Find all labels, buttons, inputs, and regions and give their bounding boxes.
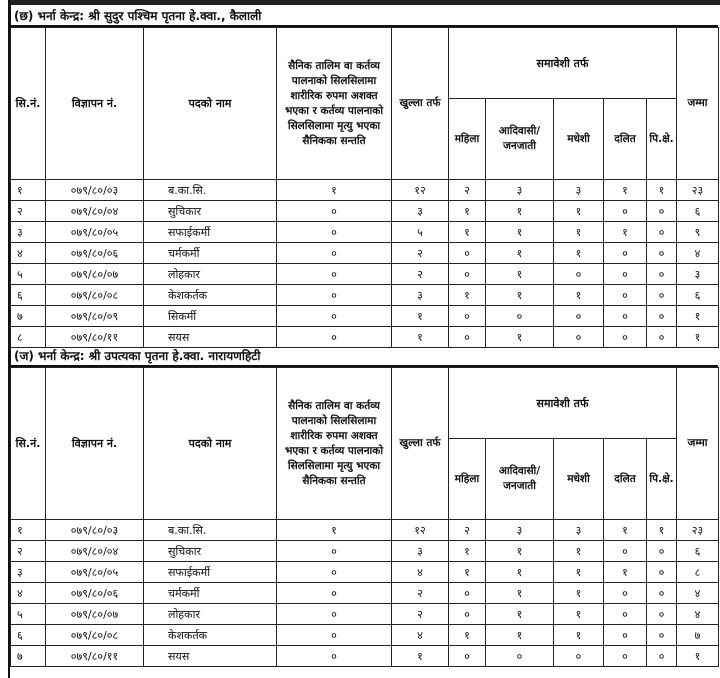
cell-post: लोहकार (144, 604, 277, 625)
cell-madhesi: ० (554, 264, 604, 285)
cell-janajati: ० (486, 306, 554, 327)
header-backward: पि.क्षे. (647, 439, 677, 520)
cell-open: १२ (392, 180, 449, 201)
cell-sn: ६ (11, 285, 46, 306)
cell-adv-no: ०७९/८०/०६ (46, 583, 144, 604)
cell-sn: ५ (11, 604, 46, 625)
section-upatyaka (10, 345, 718, 667)
vacancy-table (10, 27, 719, 348)
cell-total: १ (677, 306, 719, 327)
cell-madhesi: १ (554, 243, 604, 264)
cell-dalit: ० (604, 201, 647, 222)
cell-madhesi: ० (554, 327, 604, 348)
cell-open: ३ (392, 201, 449, 222)
table-row (11, 562, 719, 583)
cell-adv-no: ०७९/८०/११ (46, 327, 144, 348)
cell-sn: ६ (11, 625, 46, 646)
cell-janajati: १ (486, 562, 554, 583)
cell-madhesi: १ (554, 201, 604, 222)
cell-women: ० (449, 604, 486, 625)
cell-backward: ० (647, 285, 677, 306)
header-adv-no: विज्ञापन नं. (46, 28, 144, 180)
cell-open: २ (392, 264, 449, 285)
table-row (11, 222, 719, 243)
cell-backward: ० (647, 243, 677, 264)
cell-sn: ३ (11, 562, 46, 583)
cell-total: १ (677, 327, 719, 348)
cell-open: १ (392, 327, 449, 348)
cell-adv-no: ०७९/८०/०३ (46, 180, 144, 201)
header-janajati: आदिवासी/ जनजाती (486, 99, 554, 180)
table-row (11, 646, 719, 667)
cell-janajati: १ (486, 201, 554, 222)
cell-sn: १ (11, 520, 46, 541)
section-sudurpaschim (10, 5, 718, 348)
cell-total: ८ (677, 562, 719, 583)
cell-madhesi: ३ (554, 520, 604, 541)
cell-open: २ (392, 604, 449, 625)
cell-women: १ (449, 285, 486, 306)
cell-post: चर्मकर्मी (144, 243, 277, 264)
cell-women: २ (449, 520, 486, 541)
cell-martyr: १ (277, 520, 392, 541)
cell-open: १२ (392, 520, 449, 541)
cell-sn: ३ (11, 222, 46, 243)
section-title: (ज) भर्ना केन्द्र: श्री उपत्यका पृतना हे.क्वा. नारायणहिटी (10, 345, 718, 367)
header-post: पदको नाम (144, 28, 277, 180)
cell-backward: ० (647, 562, 677, 583)
header-inclusive: समावेशी तर्फ (449, 28, 677, 99)
cell-open: १ (392, 646, 449, 667)
cell-total: २३ (677, 180, 719, 201)
cell-open: १ (392, 306, 449, 327)
cell-adv-no: ०७९/८०/०४ (46, 201, 144, 222)
header-total: जम्मा (677, 28, 719, 180)
cell-backward: १ (647, 520, 677, 541)
cell-open: ४ (392, 625, 449, 646)
cell-martyr: ० (277, 201, 392, 222)
cell-total: ६ (677, 201, 719, 222)
cell-martyr: ० (277, 264, 392, 285)
cell-adv-no: ०७९/८०/०७ (46, 604, 144, 625)
cell-open: ५ (392, 222, 449, 243)
header-women: महिला (449, 439, 486, 520)
cell-janajati: १ (486, 264, 554, 285)
cell-total: १ (677, 646, 719, 667)
cell-sn: १ (11, 180, 46, 201)
cell-backward: ० (647, 222, 677, 243)
cell-janajati: ३ (486, 180, 554, 201)
table-row (11, 264, 719, 285)
cell-sn: ४ (11, 243, 46, 264)
header-madhesi: मधेशी (554, 99, 604, 180)
header-martyr-quota: सैनिक तालिम वा कर्तव्य पालनाको सिलसिलामा शारीरिक रुपमा अशक्त भएका र कर्तव्य पालनाको सिलसिलामा मृत्यु भएका सैनिकका सन्तति (277, 28, 392, 180)
cell-adv-no: ०७९/८०/०८ (46, 625, 144, 646)
cell-martyr: ० (277, 541, 392, 562)
cell-post: सुचिकार (144, 541, 277, 562)
cell-dalit: ० (604, 604, 647, 625)
cell-backward: ० (647, 201, 677, 222)
header-sn: सि.नं. (11, 28, 46, 180)
cell-dalit: १ (604, 180, 647, 201)
cell-adv-no: ०७९/८०/०८ (46, 285, 144, 306)
table-row (11, 604, 719, 625)
table-row (11, 306, 719, 327)
cell-total: ६ (677, 541, 719, 562)
cell-open: २ (392, 243, 449, 264)
cell-sn: ८ (11, 327, 46, 348)
header-dalit: दलित (604, 99, 647, 180)
cell-janajati: १ (486, 243, 554, 264)
cell-madhesi: १ (554, 541, 604, 562)
cell-adv-no: ०७९/८०/११ (46, 646, 144, 667)
cell-women: १ (449, 201, 486, 222)
cell-total: २३ (677, 520, 719, 541)
cell-madhesi: १ (554, 604, 604, 625)
table-row (11, 625, 719, 646)
cell-total: ४ (677, 243, 719, 264)
table-row (11, 520, 719, 541)
cell-dalit: ० (604, 625, 647, 646)
cell-sn: ७ (11, 306, 46, 327)
table-row (11, 583, 719, 604)
cell-madhesi: ३ (554, 180, 604, 201)
cell-women: ० (449, 327, 486, 348)
cell-madhesi: १ (554, 625, 604, 646)
cell-women: ० (449, 243, 486, 264)
cell-martyr: ० (277, 327, 392, 348)
cell-post: सफाईकर्मी (144, 562, 277, 583)
cell-madhesi: ० (554, 646, 604, 667)
cell-janajati: १ (486, 222, 554, 243)
cell-adv-no: ०७९/८०/०५ (46, 222, 144, 243)
cell-adv-no: ०७९/८०/०५ (46, 562, 144, 583)
cell-dalit: ० (604, 264, 647, 285)
cell-dalit: ० (604, 306, 647, 327)
header-women: महिला (449, 99, 486, 180)
cell-backward: ० (647, 327, 677, 348)
cell-total: ४ (677, 583, 719, 604)
cell-total: ९ (677, 222, 719, 243)
cell-women: १ (449, 222, 486, 243)
cell-dalit: ० (604, 583, 647, 604)
cell-women: ० (449, 306, 486, 327)
section-title: (छ) भर्ना केन्द्र: श्री सुदुर पश्चिम पृतना हे.क्वा., कैलाली (10, 5, 718, 27)
cell-janajati: १ (486, 583, 554, 604)
cell-madhesi: १ (554, 222, 604, 243)
header-total: जम्मा (677, 368, 719, 520)
cell-martyr: ० (277, 646, 392, 667)
cell-adv-no: ०७९/८०/०७ (46, 264, 144, 285)
table-row (11, 243, 719, 264)
cell-martyr: १ (277, 180, 392, 201)
header-sn: सि.नं. (11, 368, 46, 520)
header-post: पदको नाम (144, 368, 277, 520)
cell-women: १ (449, 541, 486, 562)
cell-martyr: ० (277, 306, 392, 327)
cell-post: ब.का.सि. (144, 180, 277, 201)
cell-post: सयस (144, 327, 277, 348)
header-adv-no: विज्ञापन नं. (46, 368, 144, 520)
header-backward: पि.क्षे. (647, 99, 677, 180)
cell-martyr: ० (277, 222, 392, 243)
cell-sn: ४ (11, 583, 46, 604)
cell-post: लोहकार (144, 264, 277, 285)
cell-janajati: १ (486, 327, 554, 348)
cell-madhesi: ० (554, 306, 604, 327)
cell-adv-no: ०७९/८०/०४ (46, 541, 144, 562)
header-martyr-quota: सैनिक तालिम वा कर्तव्य पालनाको सिलसिलामा शारीरिक रुपमा अशक्त भएका र कर्तव्य पालनाको सिलसिलामा मृत्यु भएका सैनिकका सन्तति (277, 368, 392, 520)
cell-post: चर्मकर्मी (144, 583, 277, 604)
cell-women: ० (449, 646, 486, 667)
cell-backward: ० (647, 264, 677, 285)
cell-martyr: ० (277, 562, 392, 583)
cell-madhesi: १ (554, 562, 604, 583)
header-dalit: दलित (604, 439, 647, 520)
cell-open: २ (392, 583, 449, 604)
cell-women: १ (449, 625, 486, 646)
left-border (0, 0, 10, 678)
cell-women: ० (449, 583, 486, 604)
cell-women: १ (449, 562, 486, 583)
cell-madhesi: १ (554, 285, 604, 306)
table-row (11, 201, 719, 222)
cell-post: केशकर्तक (144, 285, 277, 306)
cell-dalit: ० (604, 243, 647, 264)
cell-open: ४ (392, 562, 449, 583)
cell-dalit: ० (604, 285, 647, 306)
cell-sn: ५ (11, 264, 46, 285)
cell-backward: ० (647, 604, 677, 625)
cell-post: सुचिकार (144, 201, 277, 222)
cell-backward: १ (647, 180, 677, 201)
cell-janajati: १ (486, 285, 554, 306)
cell-adv-no: ०७९/८०/०६ (46, 243, 144, 264)
header-inclusive: समावेशी तर्फ (449, 368, 677, 439)
cell-martyr: ० (277, 285, 392, 306)
cell-open: ३ (392, 541, 449, 562)
vacancy-table (10, 367, 719, 667)
cell-backward: ० (647, 625, 677, 646)
header-madhesi: मधेशी (554, 439, 604, 520)
header-janajati: आदिवासी/ जनजाती (486, 439, 554, 520)
cell-backward: ० (647, 583, 677, 604)
cell-women: २ (449, 180, 486, 201)
cell-dalit: १ (604, 520, 647, 541)
cell-total: ६ (677, 285, 719, 306)
cell-total: ७ (677, 625, 719, 646)
cell-dalit: ० (604, 541, 647, 562)
table-row (11, 285, 719, 306)
cell-dalit: ० (604, 327, 647, 348)
cell-janajati: ० (486, 646, 554, 667)
cell-post: केशकर्तक (144, 625, 277, 646)
cell-post: सफाईकर्मी (144, 222, 277, 243)
cell-martyr: ० (277, 243, 392, 264)
cell-post: सयस (144, 646, 277, 667)
cell-backward: ० (647, 646, 677, 667)
cell-sn: २ (11, 201, 46, 222)
cell-sn: २ (11, 541, 46, 562)
table-row (11, 180, 719, 201)
cell-janajati: १ (486, 625, 554, 646)
cell-janajati: ३ (486, 520, 554, 541)
cell-martyr: ० (277, 604, 392, 625)
cell-total: ४ (677, 604, 719, 625)
cell-martyr: ० (277, 625, 392, 646)
cell-adv-no: ०७९/८०/०३ (46, 520, 144, 541)
header-open: खुल्ला तर्फ (392, 28, 449, 180)
cell-women: ० (449, 264, 486, 285)
cell-madhesi: १ (554, 583, 604, 604)
cell-open: ३ (392, 285, 449, 306)
cell-janajati: १ (486, 604, 554, 625)
header-open: खुल्ला तर्फ (392, 368, 449, 520)
cell-dalit: १ (604, 562, 647, 583)
table-row (11, 541, 719, 562)
cell-martyr: ० (277, 583, 392, 604)
cell-post: सिकर्मी (144, 306, 277, 327)
cell-dalit: १ (604, 222, 647, 243)
cell-sn: ७ (11, 646, 46, 667)
cell-total: ३ (677, 264, 719, 285)
cell-janajati: १ (486, 541, 554, 562)
cell-post: ब.का.सि. (144, 520, 277, 541)
cell-dalit: ० (604, 646, 647, 667)
cell-backward: ० (647, 306, 677, 327)
cell-adv-no: ०७९/८०/०९ (46, 306, 144, 327)
cell-backward: ० (647, 541, 677, 562)
